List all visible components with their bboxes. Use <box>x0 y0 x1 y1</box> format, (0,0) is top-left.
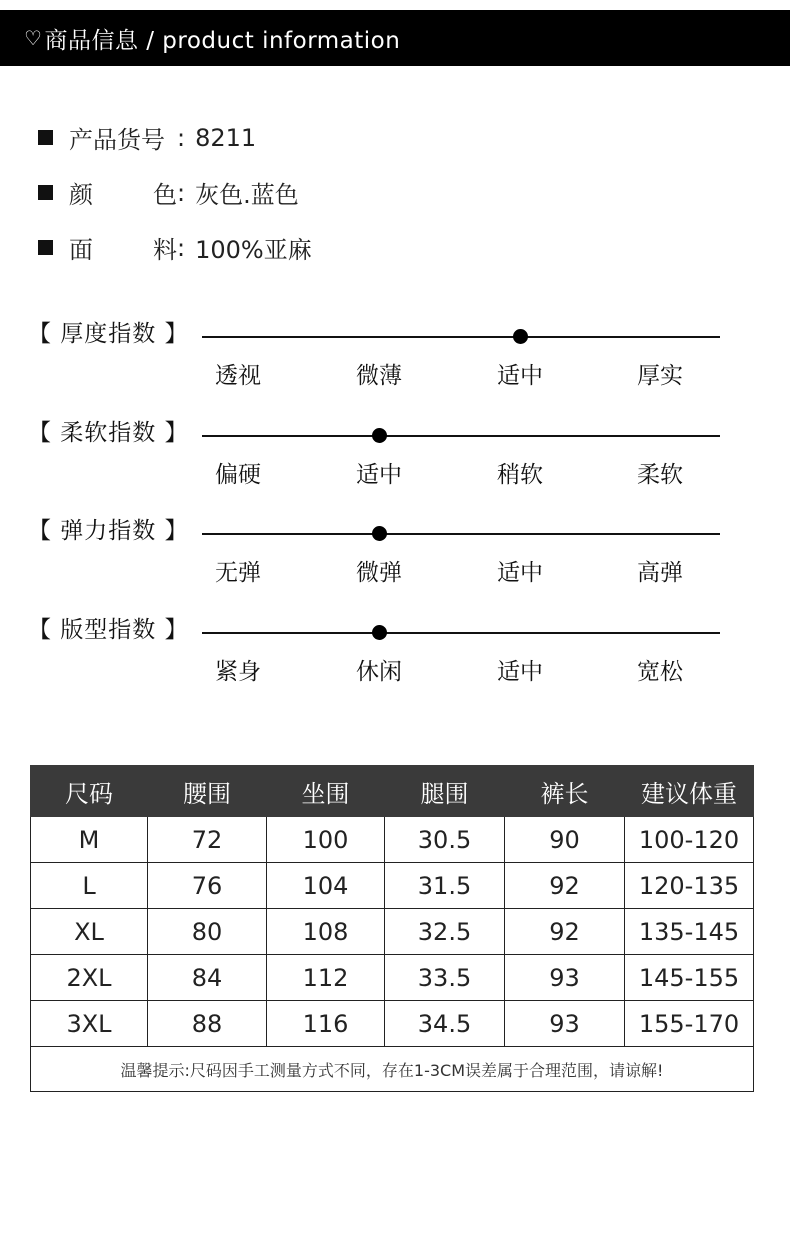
column-header: 建议体重 <box>625 766 754 817</box>
table-row <box>31 1001 754 1047</box>
section-header-title: 商品信息 / product information <box>44 27 401 54</box>
scale-option: 稍软 <box>497 462 543 488</box>
table-cell: 76 <box>148 863 267 909</box>
table-cell: 155-170 <box>625 1001 754 1047</box>
info-row-fabric: 面 料 : 100%亚麻 <box>38 230 312 265</box>
table-cell: 30.5 <box>385 817 505 863</box>
scale-title: 【 柔软指数 】 <box>28 420 189 446</box>
table-cell: 72 <box>148 817 267 863</box>
column-header: 裤长 <box>505 766 625 817</box>
info-row-color: 颜 色 : 灰色.蓝色 <box>38 175 299 210</box>
scale-line <box>202 533 720 535</box>
table-cell: 112 <box>267 955 385 1001</box>
info-value: 灰色.蓝色 <box>195 181 299 209</box>
table-cell: 135-145 <box>625 909 754 955</box>
square-bullet-icon <box>38 130 53 145</box>
scale-fit <box>0 611 790 691</box>
column-header: 坐围 <box>267 766 385 817</box>
scale-marker <box>372 625 387 640</box>
scale-option: 紧身 <box>215 659 261 685</box>
table-cell: 92 <box>505 863 625 909</box>
scale-option: 休闲 <box>356 659 402 685</box>
info-value: 8211 <box>195 123 257 152</box>
scale-option: 透视 <box>215 363 261 389</box>
table-cell: 100 <box>267 817 385 863</box>
scale-marker <box>372 526 387 541</box>
square-bullet-icon <box>38 240 53 255</box>
scale-softness <box>0 414 790 494</box>
table-cell: 90 <box>505 817 625 863</box>
scale-title: 【 版型指数 】 <box>28 617 189 643</box>
scale-option: 微弹 <box>356 560 402 586</box>
info-row-item-number: 产品货号 : 8211 <box>38 120 256 155</box>
table-cell: 93 <box>505 955 625 1001</box>
info-label: 面 料 <box>69 236 177 264</box>
column-header: 尺码 <box>31 766 148 817</box>
scale-marker <box>513 329 528 344</box>
scale-title: 【 弹力指数 】 <box>28 518 189 544</box>
table-cell: 104 <box>267 863 385 909</box>
table-header-row <box>31 766 754 817</box>
scale-thickness <box>0 315 790 395</box>
scale-option: 无弹 <box>215 560 261 586</box>
table-cell: 33.5 <box>385 955 505 1001</box>
table-cell: 3XL <box>31 1001 148 1047</box>
scale-option: 厚实 <box>637 363 683 389</box>
info-label: 颜 色 <box>69 181 177 209</box>
table-cell: M <box>31 817 148 863</box>
table-cell: 32.5 <box>385 909 505 955</box>
scale-elasticity <box>0 512 790 592</box>
scale-option: 高弹 <box>637 560 683 586</box>
table-cell: 93 <box>505 1001 625 1047</box>
scale-line <box>202 435 720 437</box>
table-row <box>31 817 754 863</box>
table-cell: L <box>31 863 148 909</box>
table-cell: 120-135 <box>625 863 754 909</box>
scale-option: 适中 <box>356 462 402 488</box>
info-value: 100%亚麻 <box>195 236 312 264</box>
table-cell: 108 <box>267 909 385 955</box>
scale-option: 微薄 <box>356 363 402 389</box>
column-header: 腰围 <box>148 766 267 817</box>
scale-title: 【 厚度指数 】 <box>28 321 189 347</box>
table-note-row <box>31 1047 754 1092</box>
scale-option: 适中 <box>497 659 543 685</box>
table-row <box>31 863 754 909</box>
scale-option: 适中 <box>497 560 543 586</box>
table-cell: 34.5 <box>385 1001 505 1047</box>
square-bullet-icon <box>38 185 53 200</box>
table-cell: 88 <box>148 1001 267 1047</box>
scale-option: 柔软 <box>637 462 683 488</box>
table-cell: 116 <box>267 1001 385 1047</box>
table-cell: 145-155 <box>625 955 754 1001</box>
table-cell: 84 <box>148 955 267 1001</box>
scale-line <box>202 632 720 634</box>
scale-marker <box>372 428 387 443</box>
info-label: 产品货号 <box>69 126 165 154</box>
table-cell: 100-120 <box>625 817 754 863</box>
table-cell: 92 <box>505 909 625 955</box>
table-cell: 80 <box>148 909 267 955</box>
table-row <box>31 955 754 1001</box>
table-cell: 2XL <box>31 955 148 1001</box>
size-table <box>30 765 754 1092</box>
scale-option: 宽松 <box>637 659 683 685</box>
table-cell: XL <box>31 909 148 955</box>
scale-option: 适中 <box>497 363 543 389</box>
section-header <box>0 10 790 66</box>
scale-option: 偏硬 <box>215 462 261 488</box>
scale-line <box>202 336 720 338</box>
table-cell: 31.5 <box>385 863 505 909</box>
heart-icon: ♡ <box>24 26 43 50</box>
size-note: 温馨提示:尺码因手工测量方式不同，存在1-3CM误差属于合理范围，请谅解! <box>31 1047 754 1092</box>
column-header: 腿围 <box>385 766 505 817</box>
table-row <box>31 909 754 955</box>
